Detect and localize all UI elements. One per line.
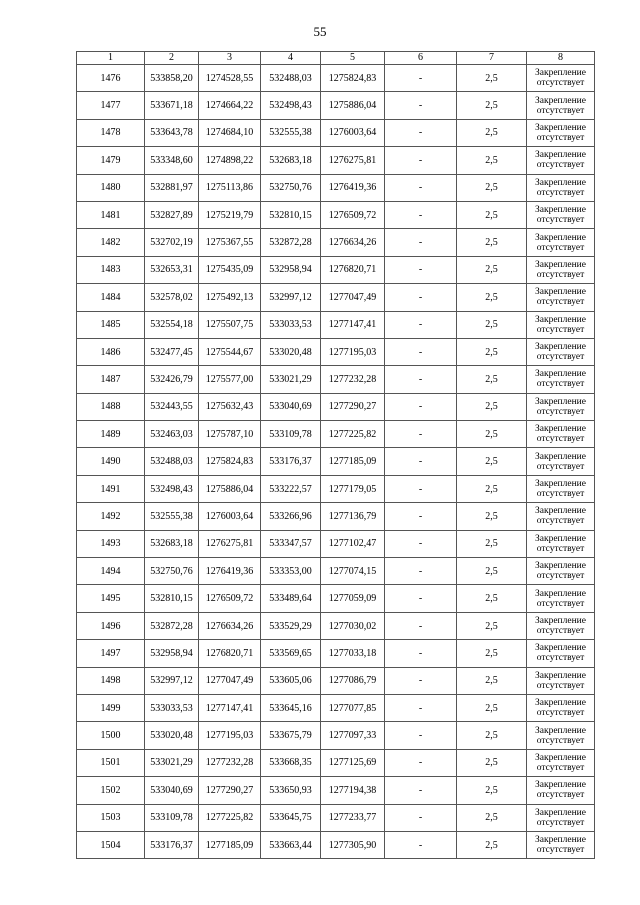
x-end-cell: 533021,29: [261, 366, 321, 393]
y-end-cell: 1277030,02: [321, 612, 385, 639]
x-end-cell: 532750,76: [261, 174, 321, 201]
y-end-cell: 1277059,09: [321, 585, 385, 612]
y-start-cell: 1277147,41: [199, 694, 261, 721]
y-end-cell: 1276820,71: [321, 256, 385, 283]
point-number-cell: 1477: [77, 92, 145, 119]
col-6-value-cell: -: [385, 612, 457, 639]
col-7-value-cell: 2,5: [457, 558, 527, 585]
point-number-cell: 1480: [77, 174, 145, 201]
y-start-cell: 1277195,03: [199, 722, 261, 749]
y-start-cell: 1275787,10: [199, 421, 261, 448]
col-7-value-cell: 2,5: [457, 804, 527, 831]
col-7-value-cell: 2,5: [457, 612, 527, 639]
fixation-note-cell: Закрепление отсутствует: [527, 503, 595, 530]
col-7-value-cell: 2,5: [457, 92, 527, 119]
x-start-cell: 532554,18: [145, 311, 199, 338]
fixation-note-cell: Закрепление отсутствует: [527, 174, 595, 201]
fixation-note-cell: Закрепление отсутствует: [527, 92, 595, 119]
x-end-cell: 533489,64: [261, 585, 321, 612]
col-6-value-cell: -: [385, 201, 457, 228]
x-start-cell: 532463,03: [145, 421, 199, 448]
fixation-note-cell: Закрепление отсутствует: [527, 804, 595, 831]
y-end-cell: 1277232,28: [321, 366, 385, 393]
col-7-value-cell: 2,5: [457, 256, 527, 283]
x-end-cell: 532810,15: [261, 201, 321, 228]
point-number-cell: 1482: [77, 229, 145, 256]
fixation-note-cell: Закрепление отсутствует: [527, 694, 595, 721]
x-start-cell: 532426,79: [145, 366, 199, 393]
x-end-cell: 533040,69: [261, 393, 321, 420]
fixation-note-cell: Закрепление отсутствует: [527, 831, 595, 858]
col-6-value-cell: -: [385, 174, 457, 201]
y-end-cell: 1277147,41: [321, 311, 385, 338]
y-start-cell: 1275886,04: [199, 475, 261, 502]
fixation-note-cell: Закрепление отсутствует: [527, 777, 595, 804]
x-end-cell: 532997,12: [261, 284, 321, 311]
table-row: [77, 119, 595, 146]
table-row: [77, 585, 595, 612]
col-6-value-cell: -: [385, 585, 457, 612]
y-end-cell: 1275886,04: [321, 92, 385, 119]
table-row: [77, 65, 595, 92]
point-number-cell: 1498: [77, 667, 145, 694]
y-end-cell: 1277077,85: [321, 694, 385, 721]
column-header: 6: [385, 52, 457, 65]
y-start-cell: 1274664,22: [199, 92, 261, 119]
col-6-value-cell: -: [385, 311, 457, 338]
y-start-cell: 1276820,71: [199, 640, 261, 667]
point-number-cell: 1488: [77, 393, 145, 420]
y-end-cell: 1277074,15: [321, 558, 385, 585]
point-number-cell: 1487: [77, 366, 145, 393]
y-start-cell: 1277232,28: [199, 749, 261, 776]
x-end-cell: 532488,03: [261, 65, 321, 92]
col-7-value-cell: 2,5: [457, 475, 527, 502]
x-start-cell: 532750,76: [145, 558, 199, 585]
y-start-cell: 1274898,22: [199, 147, 261, 174]
y-start-cell: 1277185,09: [199, 831, 261, 858]
table-row: [77, 284, 595, 311]
table-row: [77, 694, 595, 721]
col-6-value-cell: -: [385, 229, 457, 256]
table-row: [77, 229, 595, 256]
table-row: [77, 667, 595, 694]
y-end-cell: 1277233,77: [321, 804, 385, 831]
page-number: 55: [313, 24, 327, 39]
table-row: [77, 804, 595, 831]
fixation-note-cell: Закрепление отсутствует: [527, 311, 595, 338]
fixation-note-cell: Закрепление отсутствует: [527, 749, 595, 776]
fixation-note-cell: Закрепление отсутствует: [527, 475, 595, 502]
column-header: 3: [199, 52, 261, 65]
point-number-cell: 1500: [77, 722, 145, 749]
col-7-value-cell: 2,5: [457, 722, 527, 749]
point-number-cell: 1501: [77, 749, 145, 776]
column-header: 2: [145, 52, 199, 65]
x-end-cell: 533675,79: [261, 722, 321, 749]
fixation-note-cell: Закрепление отсутствует: [527, 393, 595, 420]
col-7-value-cell: 2,5: [457, 667, 527, 694]
fixation-note-cell: Закрепление отсутствует: [527, 640, 595, 667]
table-row: [77, 722, 595, 749]
x-start-cell: 532555,38: [145, 503, 199, 530]
y-end-cell: 1277305,90: [321, 831, 385, 858]
y-end-cell: 1277185,09: [321, 448, 385, 475]
y-end-cell: 1277225,82: [321, 421, 385, 448]
table-row: [77, 475, 595, 502]
fixation-note-cell: Закрепление отсутствует: [527, 338, 595, 365]
col-7-value-cell: 2,5: [457, 338, 527, 365]
y-end-cell: 1277033,18: [321, 640, 385, 667]
x-end-cell: 532872,28: [261, 229, 321, 256]
y-end-cell: 1277195,03: [321, 338, 385, 365]
col-7-value-cell: 2,5: [457, 393, 527, 420]
x-end-cell: 532555,38: [261, 119, 321, 146]
col-6-value-cell: -: [385, 92, 457, 119]
x-start-cell: 532702,19: [145, 229, 199, 256]
point-number-cell: 1483: [77, 256, 145, 283]
table-row: [77, 366, 595, 393]
point-number-cell: 1479: [77, 147, 145, 174]
y-end-cell: 1276509,72: [321, 201, 385, 228]
fixation-note-cell: Закрепление отсутствует: [527, 201, 595, 228]
x-end-cell: 533605,06: [261, 667, 321, 694]
col-6-value-cell: -: [385, 65, 457, 92]
point-number-cell: 1491: [77, 475, 145, 502]
x-end-cell: 533109,78: [261, 421, 321, 448]
table-row: [77, 640, 595, 667]
x-end-cell: 533569,65: [261, 640, 321, 667]
col-7-value-cell: 2,5: [457, 831, 527, 858]
column-header: 7: [457, 52, 527, 65]
x-end-cell: 532498,43: [261, 92, 321, 119]
col-6-value-cell: -: [385, 558, 457, 585]
table-row: [77, 421, 595, 448]
y-end-cell: 1277047,49: [321, 284, 385, 311]
point-number-cell: 1481: [77, 201, 145, 228]
y-end-cell: 1277194,38: [321, 777, 385, 804]
x-end-cell: 532958,94: [261, 256, 321, 283]
col-6-value-cell: -: [385, 475, 457, 502]
y-start-cell: 1277290,27: [199, 777, 261, 804]
x-start-cell: 532477,45: [145, 338, 199, 365]
col-6-value-cell: -: [385, 694, 457, 721]
column-header: 5: [321, 52, 385, 65]
col-6-value-cell: -: [385, 503, 457, 530]
header-row: [77, 52, 595, 65]
col-6-value-cell: -: [385, 256, 457, 283]
x-start-cell: 533671,18: [145, 92, 199, 119]
y-start-cell: 1276003,64: [199, 503, 261, 530]
x-end-cell: 533033,53: [261, 311, 321, 338]
table-row: [77, 201, 595, 228]
y-end-cell: 1277097,33: [321, 722, 385, 749]
point-number-cell: 1497: [77, 640, 145, 667]
col-6-value-cell: -: [385, 448, 457, 475]
x-start-cell: 533176,37: [145, 831, 199, 858]
table-row: [77, 92, 595, 119]
col-6-value-cell: -: [385, 640, 457, 667]
column-header: 4: [261, 52, 321, 65]
y-start-cell: 1277047,49: [199, 667, 261, 694]
table-row: [77, 503, 595, 530]
column-header: 8: [527, 52, 595, 65]
col-7-value-cell: 2,5: [457, 421, 527, 448]
table-body: [77, 65, 595, 859]
y-start-cell: 1276634,26: [199, 612, 261, 639]
y-end-cell: 1277136,79: [321, 503, 385, 530]
col-6-value-cell: -: [385, 421, 457, 448]
point-number-cell: 1503: [77, 804, 145, 831]
col-6-value-cell: -: [385, 667, 457, 694]
y-start-cell: 1274684,10: [199, 119, 261, 146]
y-end-cell: 1276275,81: [321, 147, 385, 174]
point-number-cell: 1486: [77, 338, 145, 365]
x-end-cell: 533347,57: [261, 530, 321, 557]
table-row: [77, 558, 595, 585]
y-end-cell: 1277179,05: [321, 475, 385, 502]
fixation-note-cell: Закрепление отсутствует: [527, 530, 595, 557]
table-row: [77, 612, 595, 639]
x-start-cell: 533858,20: [145, 65, 199, 92]
fixation-note-cell: Закрепление отсутствует: [527, 147, 595, 174]
x-start-cell: 533020,48: [145, 722, 199, 749]
col-6-value-cell: -: [385, 147, 457, 174]
x-start-cell: 532578,02: [145, 284, 199, 311]
fixation-note-cell: Закрепление отсутствует: [527, 119, 595, 146]
x-end-cell: 533529,29: [261, 612, 321, 639]
col-6-value-cell: -: [385, 831, 457, 858]
x-start-cell: 532498,43: [145, 475, 199, 502]
fixation-note-cell: Закрепление отсутствует: [527, 256, 595, 283]
col-7-value-cell: 2,5: [457, 366, 527, 393]
point-number-cell: 1493: [77, 530, 145, 557]
point-number-cell: 1490: [77, 448, 145, 475]
col-6-value-cell: -: [385, 777, 457, 804]
col-7-value-cell: 2,5: [457, 640, 527, 667]
col-6-value-cell: -: [385, 530, 457, 557]
y-start-cell: 1275435,09: [199, 256, 261, 283]
y-start-cell: 1275632,43: [199, 393, 261, 420]
x-start-cell: 532881,97: [145, 174, 199, 201]
fixation-note-cell: Закрепление отсутствует: [527, 667, 595, 694]
x-start-cell: 532958,94: [145, 640, 199, 667]
point-number-cell: 1492: [77, 503, 145, 530]
fixation-note-cell: Закрепление отсутствует: [527, 585, 595, 612]
col-7-value-cell: 2,5: [457, 749, 527, 776]
x-end-cell: 532683,18: [261, 147, 321, 174]
y-end-cell: 1276003,64: [321, 119, 385, 146]
coordinates-table: [76, 51, 595, 859]
fixation-note-cell: Закрепление отсутствует: [527, 722, 595, 749]
col-7-value-cell: 2,5: [457, 503, 527, 530]
x-start-cell: 532997,12: [145, 667, 199, 694]
col-7-value-cell: 2,5: [457, 147, 527, 174]
col-7-value-cell: 2,5: [457, 284, 527, 311]
y-start-cell: 1275544,67: [199, 338, 261, 365]
x-start-cell: 533033,53: [145, 694, 199, 721]
table-row: [77, 749, 595, 776]
y-start-cell: 1275507,75: [199, 311, 261, 338]
x-end-cell: 533020,48: [261, 338, 321, 365]
table-row: [77, 311, 595, 338]
fixation-note-cell: Закрепление отсутствует: [527, 612, 595, 639]
y-start-cell: 1275219,79: [199, 201, 261, 228]
table-row: [77, 777, 595, 804]
x-end-cell: 533645,75: [261, 804, 321, 831]
y-start-cell: 1275577,00: [199, 366, 261, 393]
y-start-cell: 1275824,83: [199, 448, 261, 475]
y-end-cell: 1277086,79: [321, 667, 385, 694]
col-7-value-cell: 2,5: [457, 311, 527, 338]
y-end-cell: 1276419,36: [321, 174, 385, 201]
x-start-cell: 533643,78: [145, 119, 199, 146]
point-number-cell: 1489: [77, 421, 145, 448]
y-end-cell: 1275824,83: [321, 65, 385, 92]
y-end-cell: 1276634,26: [321, 229, 385, 256]
fixation-note-cell: Закрепление отсутствует: [527, 229, 595, 256]
x-start-cell: 532810,15: [145, 585, 199, 612]
col-6-value-cell: -: [385, 338, 457, 365]
x-end-cell: 533645,16: [261, 694, 321, 721]
table-row: [77, 831, 595, 858]
col-6-value-cell: -: [385, 119, 457, 146]
x-start-cell: 533040,69: [145, 777, 199, 804]
point-number-cell: 1504: [77, 831, 145, 858]
col-7-value-cell: 2,5: [457, 448, 527, 475]
column-header: 1: [77, 52, 145, 65]
point-number-cell: 1499: [77, 694, 145, 721]
table-row: [77, 174, 595, 201]
x-end-cell: 533176,37: [261, 448, 321, 475]
point-number-cell: 1476: [77, 65, 145, 92]
y-end-cell: 1277290,27: [321, 393, 385, 420]
col-6-value-cell: -: [385, 284, 457, 311]
y-start-cell: 1274528,55: [199, 65, 261, 92]
y-start-cell: 1275492,13: [199, 284, 261, 311]
x-end-cell: 533353,00: [261, 558, 321, 585]
fixation-note-cell: Закрепление отсутствует: [527, 284, 595, 311]
point-number-cell: 1478: [77, 119, 145, 146]
col-7-value-cell: 2,5: [457, 65, 527, 92]
point-number-cell: 1495: [77, 585, 145, 612]
col-7-value-cell: 2,5: [457, 119, 527, 146]
x-start-cell: 532488,03: [145, 448, 199, 475]
fixation-note-cell: Закрепление отсутствует: [527, 558, 595, 585]
x-end-cell: 533222,57: [261, 475, 321, 502]
y-end-cell: 1277125,69: [321, 749, 385, 776]
col-6-value-cell: -: [385, 366, 457, 393]
table-row: [77, 256, 595, 283]
fixation-note-cell: Закрепление отсутствует: [527, 366, 595, 393]
table-row: [77, 338, 595, 365]
col-7-value-cell: 2,5: [457, 694, 527, 721]
x-start-cell: 532872,28: [145, 612, 199, 639]
x-end-cell: 533650,93: [261, 777, 321, 804]
x-end-cell: 533663,44: [261, 831, 321, 858]
table-row: [77, 147, 595, 174]
col-7-value-cell: 2,5: [457, 530, 527, 557]
point-number-cell: 1484: [77, 284, 145, 311]
fixation-note-cell: Закрепление отсутствует: [527, 421, 595, 448]
col-6-value-cell: -: [385, 749, 457, 776]
col-7-value-cell: 2,5: [457, 777, 527, 804]
col-6-value-cell: -: [385, 393, 457, 420]
col-7-value-cell: 2,5: [457, 201, 527, 228]
col-6-value-cell: -: [385, 722, 457, 749]
point-number-cell: 1494: [77, 558, 145, 585]
table-row: [77, 448, 595, 475]
y-start-cell: 1276275,81: [199, 530, 261, 557]
col-7-value-cell: 2,5: [457, 229, 527, 256]
y-end-cell: 1277102,47: [321, 530, 385, 557]
y-start-cell: 1275367,55: [199, 229, 261, 256]
fixation-note-cell: Закрепление отсутствует: [527, 448, 595, 475]
y-start-cell: 1275113,86: [199, 174, 261, 201]
point-number-cell: 1485: [77, 311, 145, 338]
table-row: [77, 530, 595, 557]
col-7-value-cell: 2,5: [457, 174, 527, 201]
x-start-cell: 532683,18: [145, 530, 199, 557]
x-start-cell: 533109,78: [145, 804, 199, 831]
point-number-cell: 1496: [77, 612, 145, 639]
x-start-cell: 532653,31: [145, 256, 199, 283]
y-start-cell: 1276509,72: [199, 585, 261, 612]
y-start-cell: 1277225,82: [199, 804, 261, 831]
x-start-cell: 532827,89: [145, 201, 199, 228]
x-end-cell: 533668,35: [261, 749, 321, 776]
col-6-value-cell: -: [385, 804, 457, 831]
point-number-cell: 1502: [77, 777, 145, 804]
col-7-value-cell: 2,5: [457, 585, 527, 612]
fixation-note-cell: Закрепление отсутствует: [527, 65, 595, 92]
x-start-cell: 533348,60: [145, 147, 199, 174]
y-start-cell: 1276419,36: [199, 558, 261, 585]
table-row: [77, 393, 595, 420]
x-start-cell: 533021,29: [145, 749, 199, 776]
x-end-cell: 533266,96: [261, 503, 321, 530]
x-start-cell: 532443,55: [145, 393, 199, 420]
